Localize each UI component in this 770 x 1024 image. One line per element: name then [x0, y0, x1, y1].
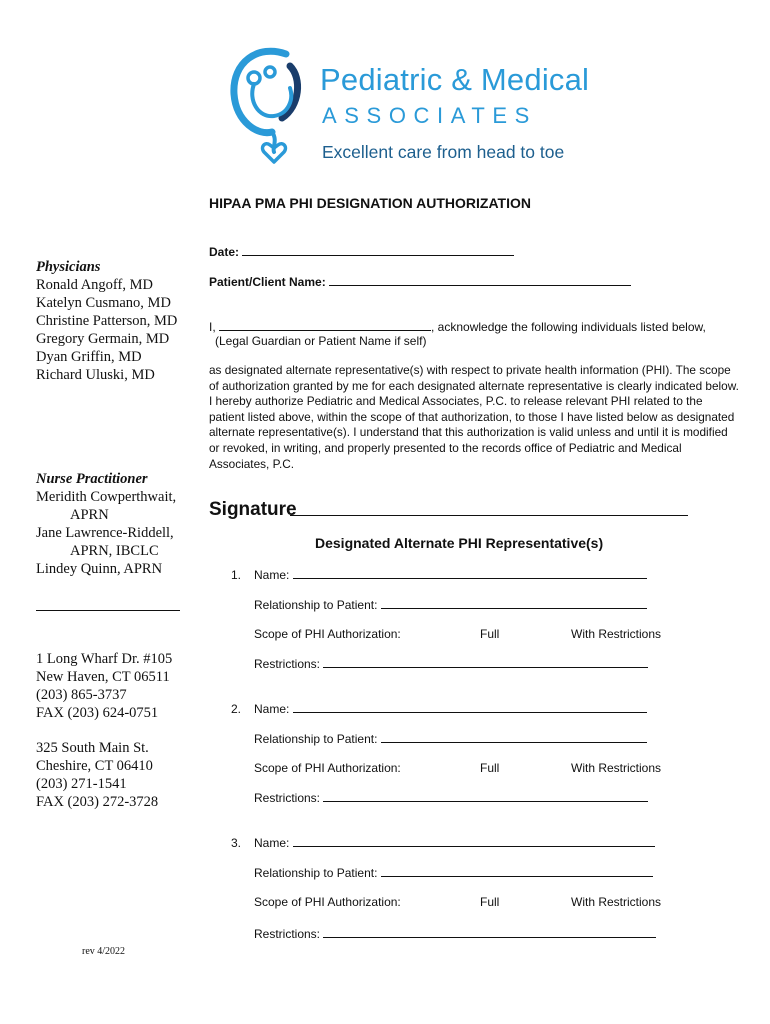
patient-name-label: Patient/Client Name:	[209, 275, 330, 289]
office-line: 325 South Main St.	[36, 740, 149, 756]
date-line[interactable]	[242, 245, 514, 256]
rep-scope-label: Scope of PHI Authorization:	[254, 627, 401, 641]
rep-number: 3.	[231, 836, 242, 850]
office-line: FAX (203) 624-0751	[36, 705, 159, 721]
rep-relationship-line[interactable]	[381, 866, 653, 877]
revision-note: rev 4/2022	[82, 946, 126, 957]
date-field[interactable]	[209, 245, 514, 259]
acknowledgement-line	[209, 320, 706, 334]
physician-name: Christine Patterson, MD	[36, 313, 178, 329]
scope-restricted-option[interactable]: With Restrictions	[571, 761, 662, 775]
patient-name-field[interactable]	[209, 275, 631, 289]
physician-name: Dyan Griffin, MD	[36, 349, 142, 365]
rep-number: 2.	[231, 702, 242, 716]
np-line: Jane Lawrence-Riddell,	[36, 525, 174, 541]
ack-suffix: , acknowledge the following individuals listed below,	[431, 320, 706, 334]
rep-name-label: Name:	[254, 702, 293, 716]
date-label: Date:	[209, 245, 243, 259]
sidebar-divider	[36, 610, 180, 611]
brand-name: Pediatric & Medical	[320, 62, 590, 97]
physicians-list	[36, 276, 177, 384]
rep-relationship-line[interactable]	[381, 598, 647, 609]
scope-full-option[interactable]: Full	[480, 761, 500, 775]
guardian-hint: (Legal Guardian or Patient Name if self)	[215, 334, 427, 348]
rep-name-line[interactable]	[293, 836, 655, 847]
rep-relationship-label: Relationship to Patient:	[254, 866, 381, 880]
rep-name-label: Name:	[254, 836, 293, 850]
office-cheshire	[36, 739, 158, 811]
rep-restrictions-line[interactable]	[323, 791, 648, 802]
rep-relationship-line[interactable]	[381, 732, 647, 743]
rep-restrictions-field[interactable]	[254, 657, 648, 671]
physician-name: Gregory Germain, MD	[36, 331, 170, 347]
rep-restrictions-line[interactable]	[323, 927, 656, 938]
physician-name: Richard Uluski, MD	[36, 367, 155, 383]
rep-number: 1.	[231, 568, 242, 582]
rep-name-field[interactable]	[254, 836, 655, 850]
stethoscope-heart-logo-icon	[228, 44, 310, 166]
office-line: Cheshire, CT 06410	[36, 758, 153, 774]
rep-restrictions-label: Restrictions:	[254, 927, 324, 941]
office-new-haven	[36, 650, 172, 722]
guardian-name-line[interactable]	[219, 320, 431, 331]
signature-line[interactable]	[290, 515, 688, 516]
rep-name-line[interactable]	[293, 702, 647, 713]
brand-subtitle: ASSOCIATES	[322, 103, 537, 128]
physician-name: Ronald Angoff, MD	[36, 277, 153, 293]
np-line: Meridith Cowperthwait,	[36, 489, 177, 505]
rep-restrictions-label: Restrictions:	[254, 657, 324, 671]
patient-name-line[interactable]	[329, 275, 631, 286]
rep-scope-label: Scope of PHI Authorization:	[254, 761, 401, 775]
np-line: APRN, IBCLC	[70, 543, 159, 559]
office-line: (203) 865-3737	[36, 687, 127, 703]
rep-relationship-label: Relationship to Patient:	[254, 598, 381, 612]
office-line: FAX (203) 272-3728	[36, 794, 159, 810]
scope-restricted-option[interactable]: With Restrictions	[571, 895, 662, 909]
scope-full-option[interactable]: Full	[480, 895, 500, 909]
physician-name: Katelyn Cusmano, MD	[36, 295, 171, 311]
scope-full-option[interactable]: Full	[480, 627, 500, 641]
rep-name-field[interactable]	[254, 568, 647, 582]
ack-prefix: I,	[209, 320, 220, 334]
signature-label: Signature	[209, 499, 297, 520]
brand-tagline: Excellent care from head to toe	[322, 142, 565, 162]
rep-restrictions-line[interactable]	[323, 657, 648, 668]
representatives-heading: Designated Alternate PHI Representative(s)	[315, 535, 604, 551]
rep-restrictions-field[interactable]	[254, 927, 656, 941]
np-line: APRN	[70, 507, 109, 523]
rep-restrictions-label: Restrictions:	[254, 791, 324, 805]
rep-scope-label: Scope of PHI Authorization:	[254, 895, 401, 909]
office-line: (203) 271-1541	[36, 776, 127, 792]
nurse-practitioner-list	[36, 488, 176, 578]
physicians-heading: Physicians	[36, 259, 101, 275]
rep-restrictions-field[interactable]	[254, 791, 648, 805]
rep-relationship-field[interactable]	[254, 732, 647, 746]
rep-relationship-field[interactable]	[254, 866, 653, 880]
rep-relationship-field[interactable]	[254, 598, 647, 612]
document-title: HIPAA PMA PHI DESIGNATION AUTHORIZATION	[209, 195, 531, 211]
office-line: New Haven, CT 06511	[36, 669, 170, 685]
scope-restricted-option[interactable]: With Restrictions	[571, 627, 662, 641]
rep-relationship-label: Relationship to Patient:	[254, 732, 381, 746]
rep-name-line[interactable]	[293, 568, 647, 579]
authorization-paragraph: as designated alternate representative(s) with respect to private health information (PHI). The scope of authorization granted by me for each designated alternate representative is clearly indicated below. I hereby authorize Pediatric and Medical Associates, P.C. to release relevant PHI related to the patient listed above, within the scope of that authorization, to those I have listed below as designated alternate representative(s). I understand that this authorization is valid unless and until it is modified or revoked, in writing, and properly presented to the records office of Pediatric and Medical Associates, P.C.	[209, 363, 739, 471]
rep-name-label: Name:	[254, 568, 293, 582]
rep-name-field[interactable]	[254, 702, 647, 716]
office-line: 1 Long Wharf Dr. #105	[36, 651, 173, 667]
np-line: Lindey Quinn, APRN	[36, 561, 163, 577]
nurse-practitioner-heading: Nurse Practitioner	[36, 471, 148, 487]
